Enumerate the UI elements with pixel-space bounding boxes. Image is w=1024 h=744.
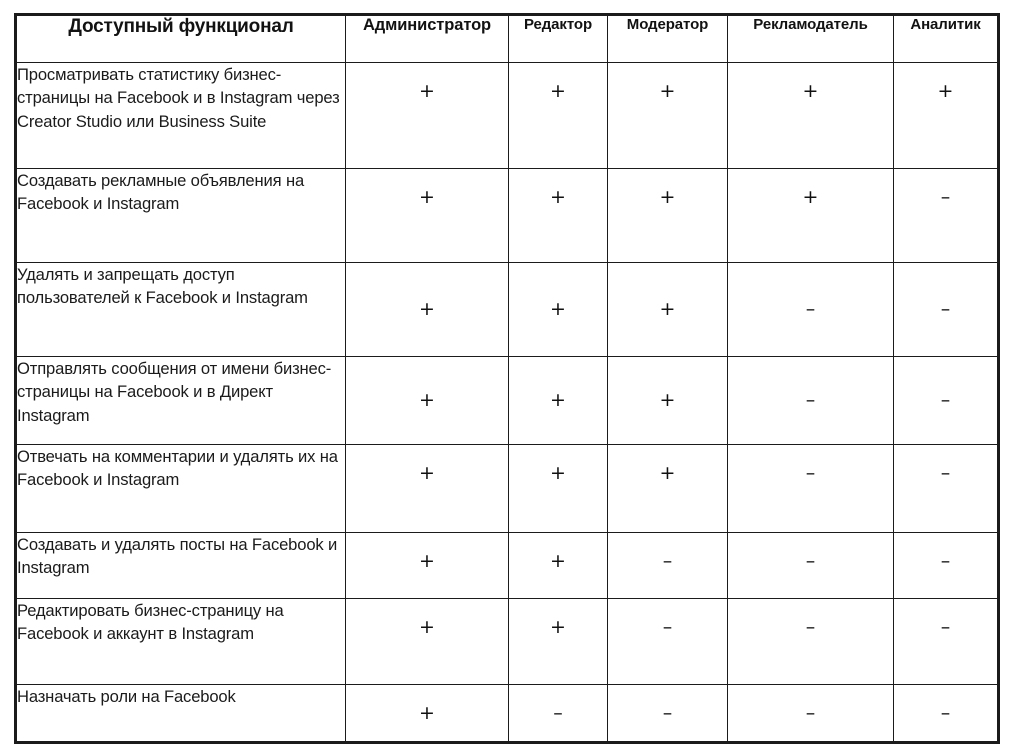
permission-mark: + xyxy=(419,462,435,484)
permission-mark: – xyxy=(662,550,673,572)
permission-cell-editor xyxy=(509,685,608,743)
column-header-moderator: Модератор xyxy=(608,15,728,63)
permission-mark: – xyxy=(940,389,951,411)
permission-mark: – xyxy=(805,550,816,572)
permission-mark: + xyxy=(419,80,435,102)
permission-cell-analyst xyxy=(894,685,999,743)
permission-cell-advertiser xyxy=(728,685,894,743)
permission-mark: + xyxy=(419,701,435,724)
feature-label: Назначать роли на Facebook xyxy=(16,685,346,743)
permission-mark: + xyxy=(550,462,566,484)
permission-cell-administrator xyxy=(346,599,509,685)
permission-cell-administrator xyxy=(346,169,509,263)
permission-cell-advertiser xyxy=(728,599,894,685)
header-row xyxy=(16,15,999,63)
permission-mark: + xyxy=(659,462,676,484)
permission-cell-analyst xyxy=(894,533,999,599)
permission-mark: + xyxy=(659,298,676,320)
feature-label: Удалять и запрещать доступ пользователей к Facebook и Instagram xyxy=(16,263,346,357)
permission-mark: + xyxy=(659,389,676,411)
permission-mark: + xyxy=(419,298,435,320)
feature-label: Редактировать бизнес-страницу на Facebook и аккаунт в Instagram xyxy=(16,599,346,685)
table-row xyxy=(16,169,999,263)
table-row xyxy=(16,263,999,357)
permission-mark: + xyxy=(802,80,819,102)
permission-cell-editor xyxy=(509,63,608,169)
permission-cell-administrator xyxy=(346,357,509,445)
permission-cell-moderator xyxy=(608,63,728,169)
column-header-analyst: Аналитик xyxy=(894,15,999,63)
permission-cell-analyst xyxy=(894,63,999,169)
table-row xyxy=(16,533,999,599)
permission-mark: + xyxy=(550,80,566,102)
feature-label: Создавать и удалять посты на Facebook и Instagram xyxy=(16,533,346,599)
permission-mark: + xyxy=(550,298,566,320)
permission-cell-moderator xyxy=(608,445,728,533)
permission-mark: – xyxy=(940,550,951,572)
permission-mark: + xyxy=(419,389,435,411)
permission-mark: – xyxy=(940,616,951,638)
permission-cell-administrator xyxy=(346,445,509,533)
table-body xyxy=(16,63,999,743)
permission-cell-administrator xyxy=(346,63,509,169)
feature-label: Создавать рекламные объявления на Facebook и Instagram xyxy=(16,169,346,263)
permission-cell-advertiser xyxy=(728,533,894,599)
permission-cell-editor xyxy=(509,533,608,599)
permission-cell-advertiser xyxy=(728,263,894,357)
column-header-feature: Доступный функционал xyxy=(16,15,346,63)
permission-cell-advertiser xyxy=(728,63,894,169)
permission-mark: + xyxy=(419,550,435,572)
permission-cell-moderator xyxy=(608,685,728,743)
permission-cell-advertiser xyxy=(728,169,894,263)
permission-mark: + xyxy=(802,186,819,208)
permission-cell-editor xyxy=(509,263,608,357)
permission-mark: – xyxy=(805,616,816,638)
permission-mark: + xyxy=(550,616,566,638)
permission-mark: + xyxy=(550,550,566,572)
permission-cell-moderator xyxy=(608,263,728,357)
table-row xyxy=(16,357,999,445)
permission-mark: + xyxy=(659,80,676,102)
permission-mark: – xyxy=(940,701,951,724)
permission-mark: + xyxy=(419,186,435,208)
permission-cell-analyst xyxy=(894,357,999,445)
permission-cell-moderator xyxy=(608,599,728,685)
permission-mark: – xyxy=(662,701,673,724)
feature-label: Отвечать на комментарии и удалять их на Facebook и Instagram xyxy=(16,445,346,533)
permission-mark: + xyxy=(550,389,566,411)
permission-cell-advertiser xyxy=(728,445,894,533)
permission-cell-administrator xyxy=(346,533,509,599)
permission-mark: – xyxy=(805,389,816,411)
permission-cell-analyst xyxy=(894,169,999,263)
table-row xyxy=(16,63,999,169)
permission-mark: – xyxy=(805,462,816,484)
column-header-editor: Редактор xyxy=(509,15,608,63)
table-row xyxy=(16,685,999,743)
permissions-table xyxy=(14,13,1000,744)
permission-mark: – xyxy=(662,616,673,638)
table-row xyxy=(16,599,999,685)
feature-label: Отправлять сообщения от имени бизнес-страницы на Facebook и в Директ Instagram xyxy=(16,357,346,445)
permission-cell-editor xyxy=(509,599,608,685)
permission-mark: + xyxy=(659,186,676,208)
permission-mark: + xyxy=(419,616,435,638)
permission-cell-moderator xyxy=(608,357,728,445)
permission-cell-administrator xyxy=(346,263,509,357)
permission-mark: – xyxy=(940,186,951,208)
table-header xyxy=(16,15,999,63)
permission-mark: + xyxy=(937,80,954,102)
permission-mark: – xyxy=(940,298,951,320)
permission-cell-moderator xyxy=(608,169,728,263)
permission-mark: – xyxy=(805,701,816,724)
permission-cell-editor xyxy=(509,445,608,533)
column-header-advertiser: Рекламодатель xyxy=(728,15,894,63)
permission-cell-administrator xyxy=(346,685,509,743)
permission-cell-editor xyxy=(509,357,608,445)
permission-cell-analyst xyxy=(894,445,999,533)
permission-cell-editor xyxy=(509,169,608,263)
permission-cell-analyst xyxy=(894,263,999,357)
permission-mark: + xyxy=(550,186,566,208)
permission-cell-moderator xyxy=(608,533,728,599)
table-row xyxy=(16,445,999,533)
permission-cell-advertiser xyxy=(728,357,894,445)
permission-mark: – xyxy=(805,298,816,320)
permission-cell-analyst xyxy=(894,599,999,685)
feature-label: Просматривать статистику бизнес-страницы на Facebook и в Instagram через Creator Studio или Business Suite xyxy=(16,63,346,169)
column-header-administrator: Администратор xyxy=(346,15,509,63)
permission-mark: – xyxy=(940,462,951,484)
permission-mark: – xyxy=(553,701,563,724)
